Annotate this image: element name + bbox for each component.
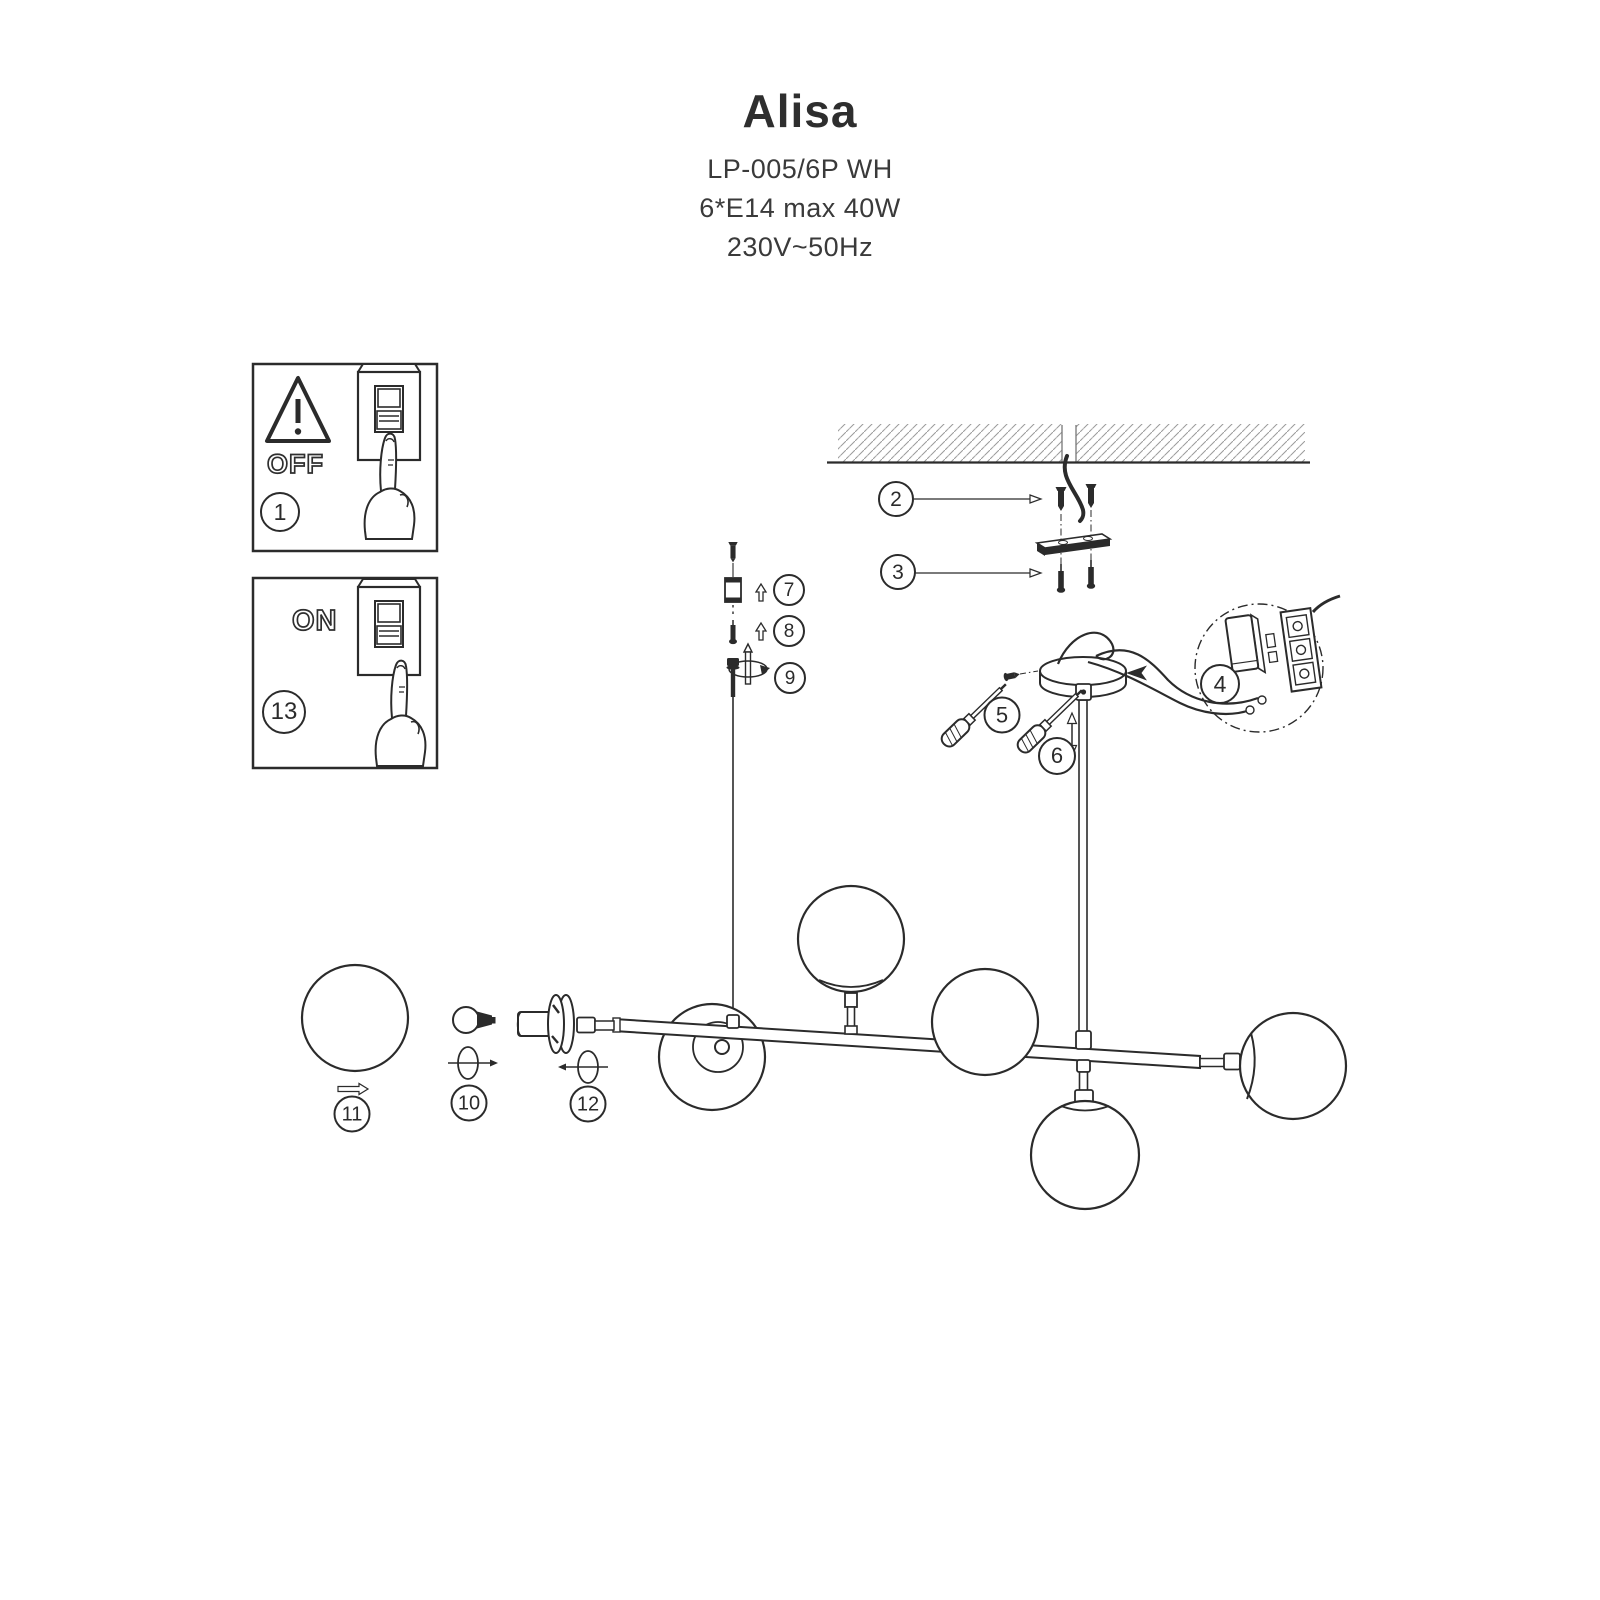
terminal-clips bbox=[1266, 634, 1278, 663]
step-5-callout: 5 bbox=[984, 697, 1021, 734]
globe-fitting bbox=[1224, 1054, 1240, 1070]
wall-anchor-icon bbox=[1056, 487, 1067, 511]
step-10-callout: 10 bbox=[451, 1085, 488, 1122]
step-4-callout: 4 bbox=[1200, 664, 1240, 704]
step-3-callout: 3 bbox=[880, 554, 916, 590]
off-label: OFF bbox=[267, 449, 324, 479]
wall-anchor-icon bbox=[728, 542, 737, 562]
pointing-hand-icon bbox=[376, 661, 426, 766]
up-arrow-icon bbox=[756, 623, 766, 640]
lamp-socket-parts bbox=[518, 995, 615, 1053]
screw-icon bbox=[729, 620, 737, 644]
light-switch-icon bbox=[358, 579, 420, 675]
right-arrow-icon bbox=[338, 1084, 368, 1095]
step-6-callout: 6 bbox=[1038, 737, 1076, 775]
step-12-callout: 12 bbox=[570, 1086, 607, 1123]
glass-globe-end bbox=[1240, 1013, 1346, 1119]
suspension-fastener-parts bbox=[725, 542, 770, 697]
cable-bar-fitting bbox=[727, 1015, 739, 1028]
up-arrow-icon bbox=[756, 584, 766, 601]
title-block bbox=[0, 84, 1600, 263]
model-number: LP-005/6P WH bbox=[707, 154, 893, 184]
power-on-panel bbox=[253, 578, 437, 768]
glass-globe bbox=[659, 1004, 765, 1110]
exit-wire bbox=[1313, 596, 1340, 612]
rod-bar-junction bbox=[1075, 1031, 1093, 1103]
terminal-block-icon bbox=[1281, 608, 1322, 691]
voltage-spec: 230V~50Hz bbox=[726, 232, 874, 262]
glass-globe-up bbox=[798, 886, 904, 1034]
canopy bbox=[1040, 657, 1126, 700]
ceiling-hatch-left bbox=[838, 424, 1062, 462]
step-8-callout: 8 bbox=[773, 615, 805, 647]
rotate-icon bbox=[448, 1047, 498, 1079]
bar-extension-rod bbox=[1200, 1059, 1225, 1067]
glass-globe-down bbox=[1031, 1101, 1139, 1209]
glass-globe bbox=[932, 969, 1038, 1075]
step-7-callout: 7 bbox=[773, 574, 805, 606]
callout-arrowhead bbox=[1030, 495, 1041, 503]
mounting-bracket bbox=[1037, 534, 1110, 556]
cable-grip-sleeve bbox=[725, 578, 741, 602]
step-11-callout: 11 bbox=[334, 1096, 371, 1133]
wall-anchor-icon bbox=[1086, 484, 1097, 508]
screw-icon bbox=[1087, 560, 1095, 589]
ceiling-wire bbox=[1065, 456, 1084, 521]
lamp-spec: 6*E14 max 40W bbox=[699, 193, 901, 223]
ceiling-hatch-right bbox=[1076, 424, 1305, 462]
callout-arrowhead bbox=[1030, 569, 1041, 577]
canopy-assembly bbox=[939, 596, 1340, 1032]
step-13-callout: 13 bbox=[262, 690, 306, 734]
glass-globe-loose bbox=[302, 965, 408, 1071]
step-1-callout: 1 bbox=[260, 492, 300, 532]
suspension-rod bbox=[1079, 700, 1087, 1032]
screw-icon bbox=[1057, 564, 1065, 593]
lamp-assembly bbox=[613, 886, 1346, 1209]
canopy-side-screw bbox=[1003, 670, 1021, 682]
product-title: Alisa bbox=[742, 85, 858, 137]
rotate-icon bbox=[558, 1051, 608, 1083]
on-label: ON bbox=[292, 605, 338, 637]
light-bulb-icon bbox=[453, 1007, 496, 1033]
warning-icon bbox=[267, 378, 329, 441]
step-2-callout: 2 bbox=[878, 481, 914, 517]
step-9-callout: 9 bbox=[774, 662, 806, 694]
exploded-parts bbox=[302, 965, 614, 1095]
